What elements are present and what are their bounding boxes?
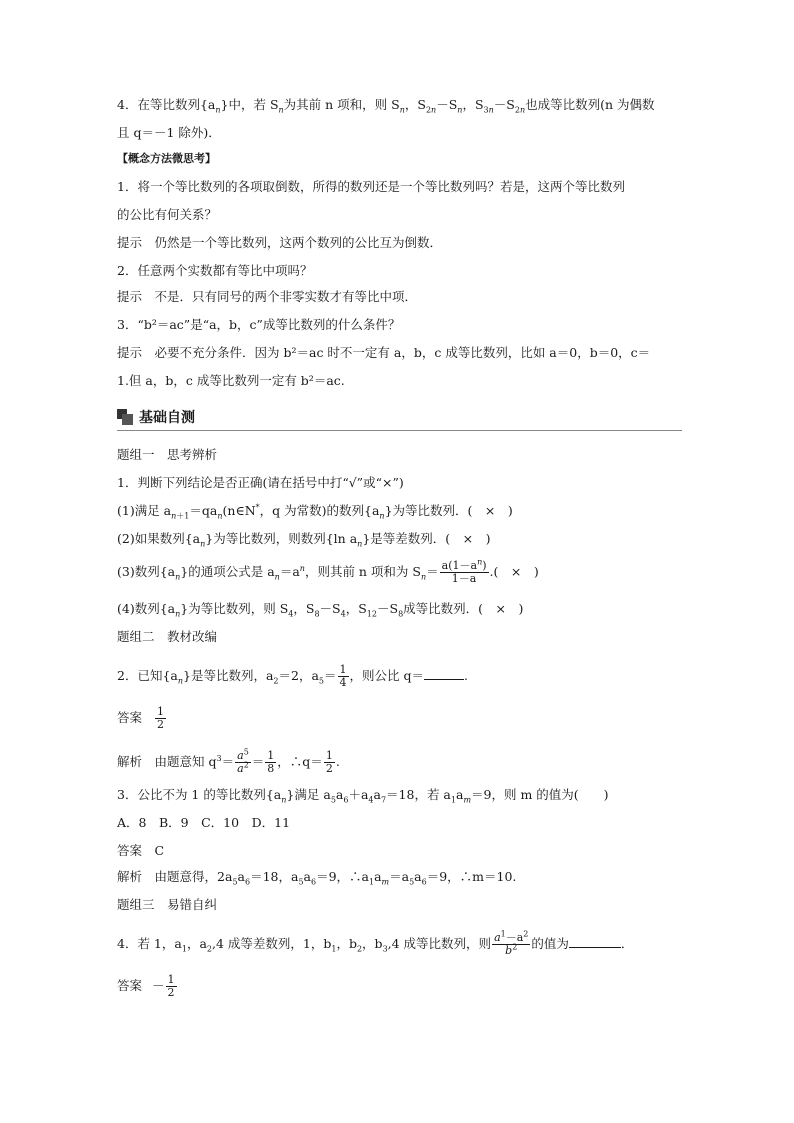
problem-1-part-1: (1)满足 $a_{n+1}=qa_n(n\in N^*$，q 为常数)的数列$\{a_n\}$为等比数列．( × ) (117, 502, 513, 521)
section-divider (117, 430, 682, 431)
question-1-line-1: 1．将一个等比数列的各项取倒数，所得的数列还是一个等比数列吗？若是，这两个等比数列 (117, 179, 625, 194)
hint-3-line-1: 提示 必要不充分条件．因为 b²＝ac 时不一定有 a，b，c 成等比数列，比如 a＝0，b＝0，c＝ (117, 345, 651, 360)
hint-3-line-2: 1.但 a，b，c 成等比数列一定有 b²＝ac. (117, 373, 345, 388)
group-3-title: 题组三 易错自纠 (117, 897, 218, 912)
concept-header: 【概念方法微思考】 (117, 152, 216, 165)
section-heading (117, 406, 195, 428)
section-square-icon (117, 409, 133, 425)
problem-3-options: A．8 B．9 C．10 D．11 (117, 815, 291, 830)
answer-blank-4 (569, 935, 621, 948)
answer-2-fraction: $\frac{1}{2}$ (157, 705, 165, 731)
answer-blank (424, 667, 464, 680)
problem-1-part-3: (3)数列$\{a_n\}$的通项公式是 $a_n=a^n$，则其前 n 项和为 $S_n=$ $\frac{a(1-a^n)}{1-a}$ .( × ) (117, 557, 539, 585)
answer-4-fraction: $\frac{1}{2}$ (167, 973, 175, 999)
answer-3: 答案 C (117, 843, 165, 858)
problem-1-part-2: (2)如果数列$\{a_n\}$为等比数列，则数列{ln $a_n$}是等差数列．( × ) (117, 531, 491, 549)
solution-2-half: $\frac{1}{2}$ (325, 749, 333, 775)
problem-2: 2．已知$\{a_n\}$是等比数列，$a_2=2$，$a_5=$ $\frac{1}{4}$ ，则公比 q＝ . (117, 663, 468, 689)
problem-3: 3．公比不为 1 的等比数列$\{a_n\}$满足 $a_5a_6+a_4a_7=18$，若 $a_1a_m=9$，则 m 的值为( ) (117, 787, 609, 805)
problem-1-part-4: (4)数列$\{a_n\}$为等比数列，则 $S_4$，$S_8-S_4$，$S_{12}-S_8$成等比数列．( × ) (117, 601, 524, 619)
answer-4: 答案 － $\frac{1}{2}$ (117, 973, 175, 999)
question-3: 3．“b²＝ac”是“a，b，c”成等比数列的什么条件？ (117, 317, 401, 332)
problem-1-stem: 1．判断下列结论是否正确(请在括号中打“√”或“×”) (117, 475, 404, 490)
section-title: 基础自测 (139, 410, 195, 426)
group-2-title: 题组二 教材改编 (117, 629, 218, 644)
question-2: 2．任意两个实数都有等比中项吗？ (117, 263, 313, 278)
solution-3: 解析 由题意得，$2a_5a_6=18$，$a_5a_6=9$，$\therefore a_1a_m=a_5a_6=9$，∴m＝10. (117, 869, 517, 887)
problem-4: 4．若 1，$a_1$，$a_2,4$ 成等差数列，1，$b_1$，$b_2$，$b_3,4$ 成等比数列，则 $\frac{a^1-a^2}{b^2}$ 的值为 ． (117, 929, 634, 957)
solution-2: 解析 由题意知 $q^3=$ $\frac{a^5}{a^2}$ ＝ $\frac{1}{8}$ ，∴q＝ $\frac{1}{2}$ . (117, 747, 340, 775)
sum-formula-fraction: $\frac{a(1-a^n)}{1-a}$ (441, 557, 487, 585)
item-4-line-2: 且 q＝－1 除外)． (117, 125, 221, 140)
hint-2: 提示 不是．只有同号的两个非零实数才有等比中项． (117, 289, 418, 304)
item-4-line-1: 4．在等比数列$\{a_n\}$中，若 $S_n$为其前 n 项和，则 $S_n$，$S_{2n}-S_n$，$S_{3n}-S_{2n}$也成等比数列(n 为偶数 (117, 97, 655, 115)
fraction-one-quarter: $\frac{1}{4}$ (339, 663, 347, 689)
problem-4-fraction: $\frac{a^1-a^2}{b^2}$ (494, 929, 529, 957)
hint-1: 提示 仍然是一个等比数列，这两个数列的公比互为倒数． (117, 235, 443, 250)
answer-2: 答案 $\frac{1}{2}$ (117, 705, 165, 731)
question-1-line-2: 的公比有何关系？ (117, 207, 218, 222)
solution-2-eighth: $\frac{1}{8}$ (267, 749, 275, 775)
group-1-title: 题组一 思考辨析 (117, 447, 218, 462)
solution-2-ratio: $\frac{a^5}{a^2}$ (237, 747, 249, 775)
